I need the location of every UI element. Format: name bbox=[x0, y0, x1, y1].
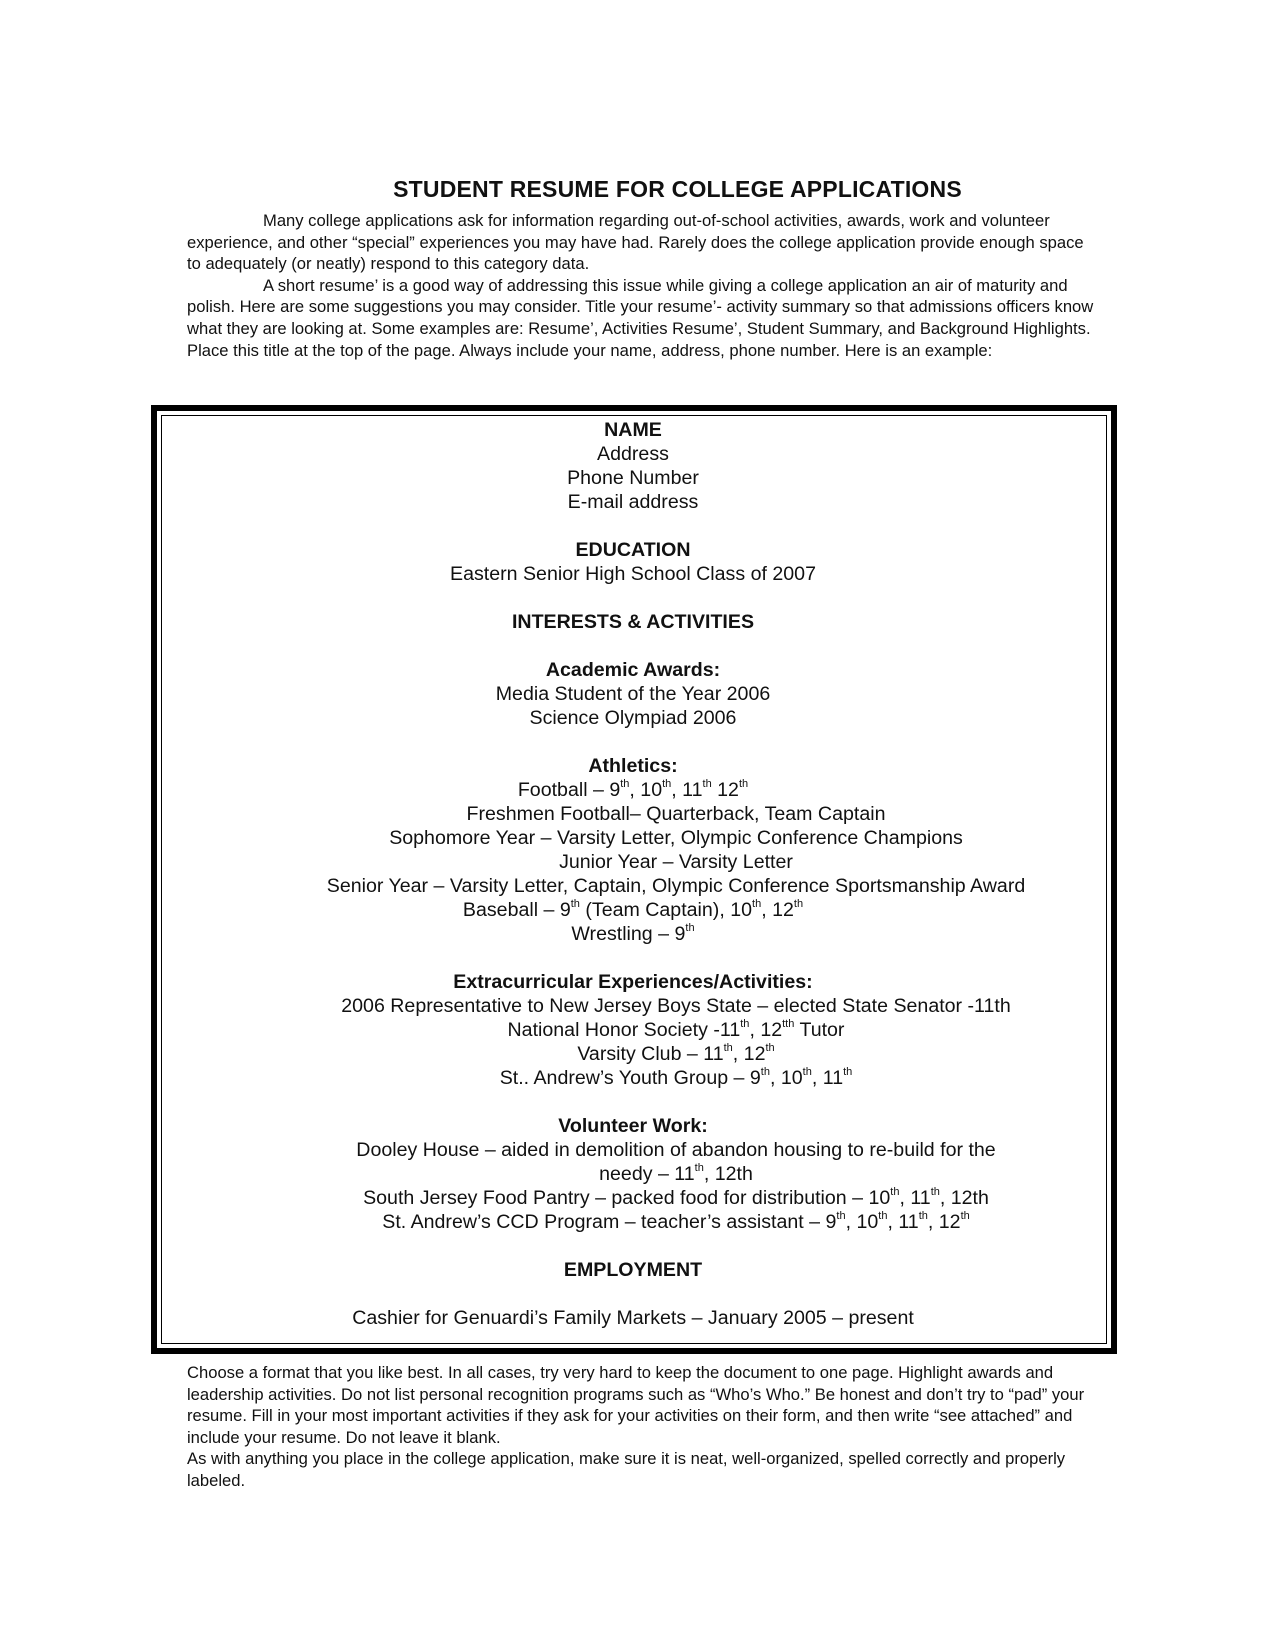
outro-text bbox=[187, 1362, 1097, 1492]
outro-paragraph: As with anything you place in the college application, make sure it is neat, well-organized, spelled correctly and properly labeled. bbox=[187, 1449, 1066, 1490]
extracurricular-nhs: National Honor Society -11th, $12^{tth}$ Tutor bbox=[507, 1018, 845, 1041]
employment-heading: EMPLOYMENT bbox=[563, 1259, 703, 1281]
extracurricular-varsity-club: Varsity Club – 11th, 12th bbox=[577, 1042, 775, 1065]
example-resume bbox=[155, 418, 1111, 1330]
athletics-junior: Junior Year – Varsity Letter bbox=[559, 851, 793, 873]
athletics-baseball: Baseball – 9th (Team Captain), 10th, 12th bbox=[462, 898, 804, 921]
academic-awards-heading: Academic Awards: bbox=[545, 659, 721, 681]
volunteer-heading: Volunteer Work: bbox=[558, 1115, 708, 1137]
academic-award: Science Olympiad 2006 bbox=[529, 707, 737, 729]
outro-paragraph: Choose a format that you like best. In all cases, try very hard to keep the document to one page. Highlight awards and leadership activities. Do not list personal recognition programs such as “Who’s Who.” Be honest and don’t try to “pad” your resume. Fill in your most important activities if they ask for your activities on their form, and then write “see attached” and include your resume. Do not leave it blank. bbox=[187, 1363, 1085, 1447]
athletics-freshmen: Freshmen Football– Quarterback, Team Captain bbox=[466, 803, 886, 825]
volunteer-dooley-house-cont: needy – 11th, 12th bbox=[599, 1162, 753, 1185]
page-title: STUDENT RESUME FOR COLLEGE APPLICATIONS bbox=[393, 176, 962, 202]
extracurricular-boys-state: 2006 Representative to New Jersey Boys State – elected State Senator -11th bbox=[341, 995, 1011, 1017]
athletics-senior: Senior Year – Varsity Letter, Captain, Olympic Conference Sportsmanship Award bbox=[326, 875, 1026, 897]
volunteer-dooley-house: Dooley House – aided in demolition of abandon housing to re-build for the bbox=[356, 1139, 996, 1161]
interests-heading: INTERESTS & ACTIVITIES bbox=[511, 611, 755, 633]
resume-name: NAME bbox=[604, 419, 662, 441]
intro-text bbox=[187, 210, 1097, 361]
extracurricular-youth-group: St.. Andrew’s Youth Group – 9th, 10th, 11th bbox=[499, 1066, 853, 1089]
volunteer-ccd: St. Andrew’s CCD Program – teacher’s assistant – 9th, 10th, 11th, 12th bbox=[382, 1210, 970, 1233]
extracurricular-heading: Extracurricular Experiences/Activities: bbox=[453, 971, 813, 993]
education-entry: Eastern Senior High School Class of 2007 bbox=[450, 563, 816, 585]
intro-paragraph: Many college applications ask for information regarding out-of-school activities, awards, work and volunteer experience, and other “special” experiences you may have had. Rarely does the college application provide enough space to adequately (or neatly) respond to this category data. bbox=[187, 211, 1084, 274]
education-heading: EDUCATION bbox=[575, 539, 691, 561]
resume-address: Address bbox=[597, 443, 669, 465]
academic-award: Media Student of the Year 2006 bbox=[495, 683, 771, 705]
athletics-heading: Athletics: bbox=[588, 755, 678, 777]
employment-entry: Cashier for Genuardi’s Family Markets – January 2005 – present bbox=[352, 1307, 914, 1329]
resume-email: E-mail address bbox=[567, 491, 699, 513]
resume-phone: Phone Number bbox=[567, 467, 699, 489]
athletics-sophomore: Sophomore Year – Varsity Letter, Olympic Conference Champions bbox=[389, 827, 963, 849]
volunteer-food-pantry: South Jersey Food Pantry – packed food for distribution – 10th, 11th, 12th bbox=[363, 1186, 989, 1209]
intro-paragraph: A short resume’ is a good way of addressing this issue while giving a college application an air of maturity and polish. Here are some suggestions you may consider. Title your resume’- activity summary so that admissions officers know what they are looking at. Some examples are: Resume’, Activities Resume’, Student Summary, and Background Highlights. Place this title at the top of the page. Always include your name, address, phone number. Here is an example: bbox=[187, 275, 1094, 360]
athletics-football: Football – 9th, 10th, 11th 12th bbox=[517, 778, 749, 801]
athletics-wrestling: Wrestling – 9th bbox=[571, 922, 695, 945]
